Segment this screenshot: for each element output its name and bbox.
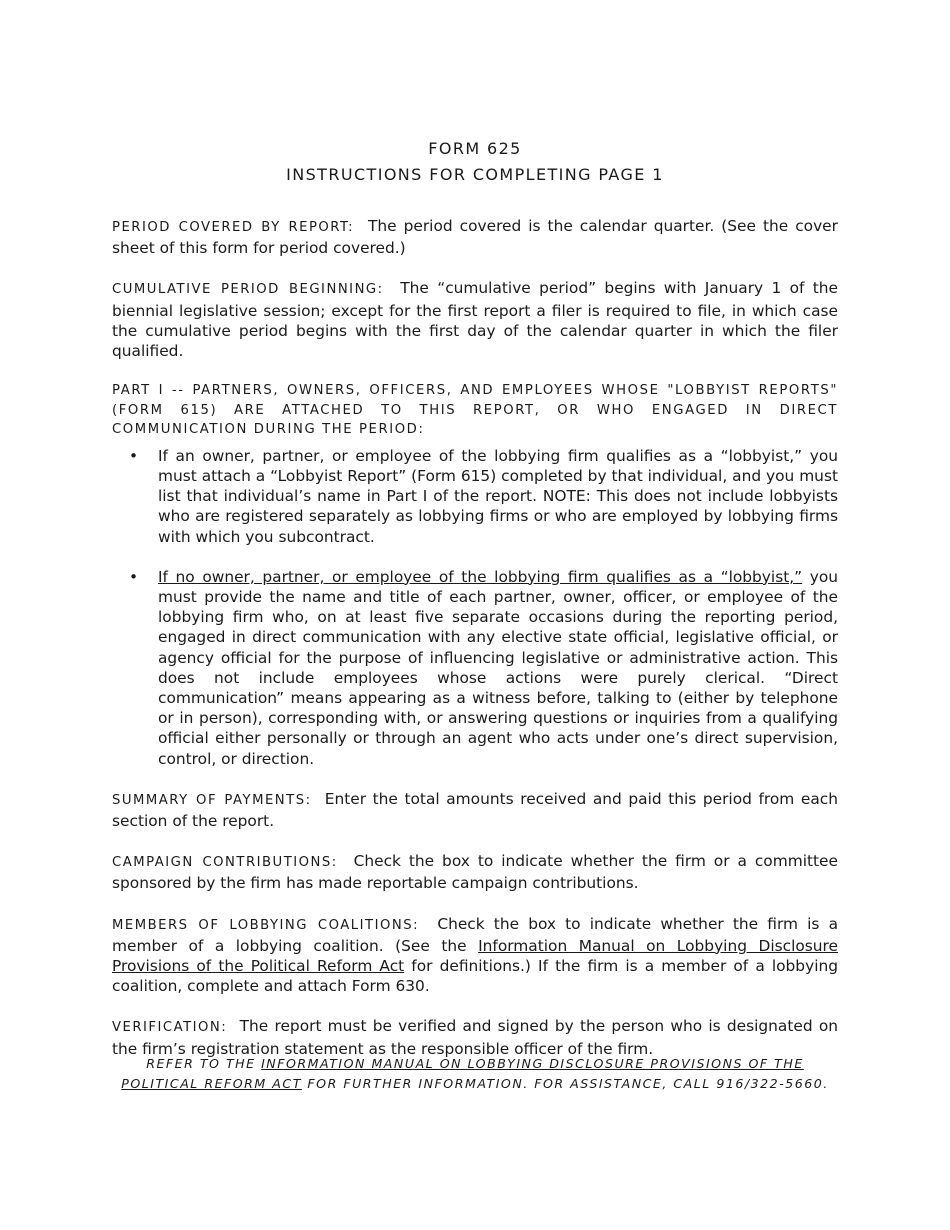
section-heading: CAMPAIGN CONTRIBUTIONS: xyxy=(112,855,338,871)
section-heading: CUMULATIVE PERIOD BEGINNING: xyxy=(112,282,384,298)
footer-suffix: FOR FURTHER INFORMATION. FOR ASSISTANCE, CALL 916/322-5660. xyxy=(301,1076,829,1091)
instructions-page xyxy=(112,136,838,1079)
footer-prefix: REFER TO THE xyxy=(146,1056,262,1071)
section-verification xyxy=(112,1016,838,1058)
part-1-bullet-list xyxy=(112,446,838,769)
section-heading: PART I -- PARTNERS, OWNERS, OFFICERS, AND EMPLOYEES WHOSE "LOBBYIST REPORTS" (FORM 615) ARE ATTACHED TO THIS REPORT, OR WHO ENGAGED IN DIRECT COMMUNICATION DURING THE PERIOD: xyxy=(112,383,838,438)
list-item xyxy=(112,446,838,547)
bullet-underlined-text: If no owner, partner, or employee of the lobbying firm qualifies as a “lobbyist,” xyxy=(158,567,803,586)
footer-manual-link[interactable]: INFORMATION MANUAL ON LOBBYING DISCLOSURE PROVISIONS OF THE POLITICAL REFORM ACT xyxy=(121,1056,804,1091)
section-cumulative-period xyxy=(112,278,838,361)
instruction-sections xyxy=(112,216,838,1059)
section-text: for definitions.) If the firm is a member of a lobbying coalition, complete and attach Form 630. xyxy=(112,956,838,996)
section-heading: MEMBERS OF LOBBYING COALITIONS: xyxy=(112,917,420,933)
section-text: The report must be verified and signed by the person who is designated on the firm’s registration statement as the responsible officer of the firm. xyxy=(112,1017,838,1058)
section-heading: VERIFICATION: xyxy=(112,1020,228,1036)
bullet-icon: • xyxy=(129,567,139,586)
form-number: FORM 625 xyxy=(428,139,522,158)
bullet-text: If an owner, partner, or employee of the lobbying firm qualifies as a “lobbyist,” you must attach a “Lobbyist Report” (Form 615) completed by that individual, and you must list that individual’s name in Part I of the report. NOTE: This does not include lobbyists who are registered separately as lobbying firms or who are employed by lobbying firms with which you subcontract. xyxy=(158,446,838,546)
section-campaign-contributions xyxy=(112,851,838,893)
bullet-icon: • xyxy=(129,446,139,465)
section-text: Check the box to indicate whether the firm or a committee sponsored by the firm has made reportable campaign contributions. xyxy=(112,852,838,893)
section-text: Enter the total amounts received and paid this period from each section of the report. xyxy=(112,789,839,830)
section-summary-of-payments xyxy=(112,789,838,831)
title-block xyxy=(112,136,838,188)
section-text: Check the box to indicate whether the firm is a member of a lobbying coalition. (See the xyxy=(112,914,838,955)
page-title: INSTRUCTIONS FOR COMPLETING PAGE 1 xyxy=(286,165,664,184)
list-item xyxy=(112,567,838,769)
section-text: The “cumulative period” begins with January 1 of the biennial legislative session; except for the first report a filer is required to file, in which case the cumulative period begins with the first day of the calendar quarter in which the filer qualified. xyxy=(112,279,839,361)
manual-reference-link[interactable]: Information Manual on Lobbying Disclosure Provisions of the Political Reform Act xyxy=(112,936,838,975)
section-part-1 xyxy=(112,381,838,769)
section-text: The period covered is the calendar quarter. (See the cover sheet of this form for period covered.) xyxy=(112,217,838,258)
section-heading: SUMMARY OF PAYMENTS: xyxy=(112,792,312,808)
section-members-of-coalitions xyxy=(112,914,838,997)
section-heading: PERIOD COVERED BY REPORT: xyxy=(112,220,355,235)
footer-note xyxy=(112,1054,838,1094)
bullet-text: you must provide the name and title of each partner, owner, officer, or employee of the lobbying firm who, on at least five separate occasions during the reporting period, engaged in direct communication with any elective state official, legislative official, or agency official for the purpose of influencing legislative or administrative action. This does not include employees whose actions were purely clerical. “Direct communication” means appearing as a witness before, talking to (either by telephone or in person), corresponding with, or answering questions or inquiries from a qualifying official either personally or through an agent who acts under one’s direct supervision, control, or direction. xyxy=(158,567,839,768)
section-period-covered xyxy=(112,216,838,258)
